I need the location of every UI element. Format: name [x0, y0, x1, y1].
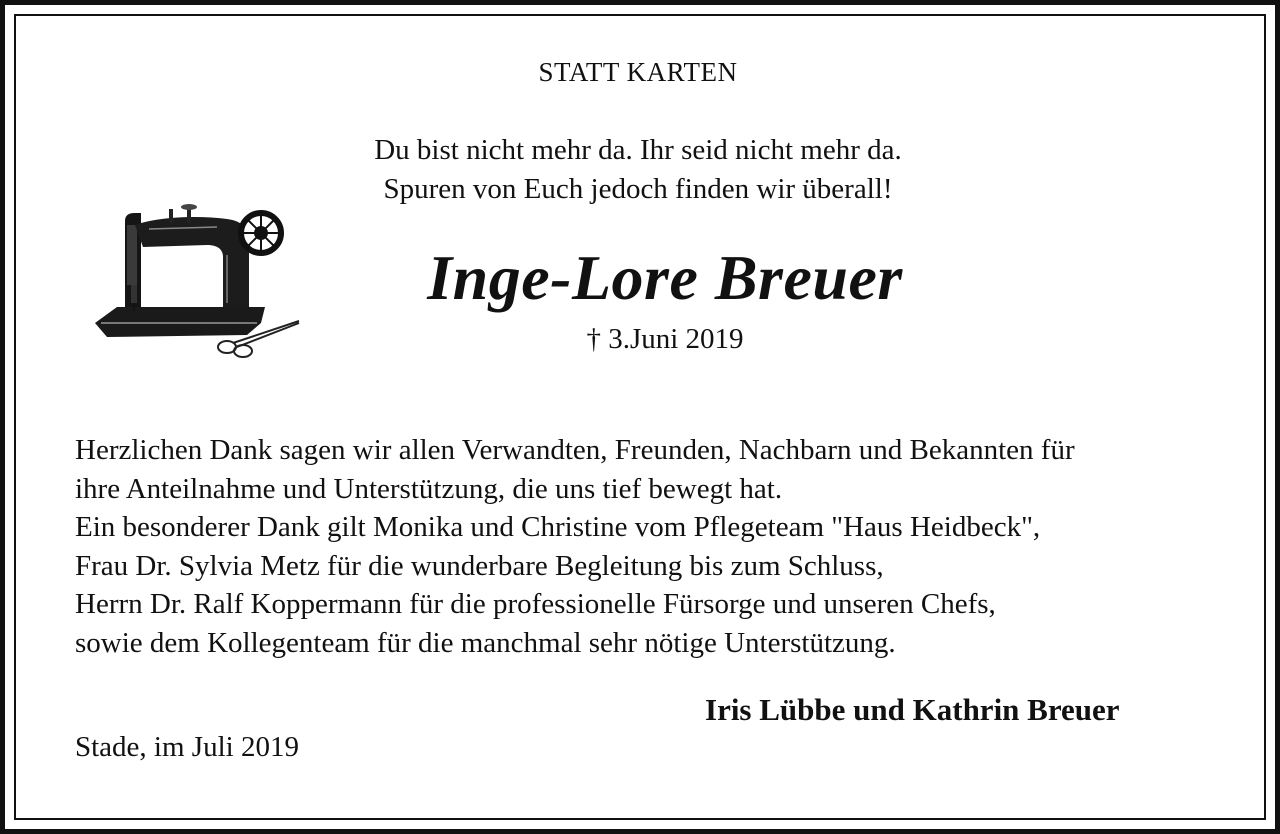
verse-line: Spuren von Euch jedoch finden wir überall!: [383, 173, 893, 205]
deceased-name: Inge-Lore Breuer: [427, 242, 903, 313]
body-line: Ein besonderer Dank gilt Monika und Christine vom Pflegeteam "Haus Heidbeck",: [75, 511, 1041, 543]
body-line: sowie dem Kollegenteam für die manchmal sehr nötige Unterstützung.: [75, 626, 896, 659]
notice-heading: STATT KARTEN: [538, 57, 738, 87]
death-date: † 3.Juni 2019: [586, 323, 744, 355]
body-line: Herrn Dr. Ralf Koppermann für die professionelle Fürsorge und unseren Chefs,: [75, 588, 996, 620]
body-line: ihre Anteilnahme und Unterstützung, die uns tief bewegt hat.: [75, 472, 783, 505]
thank-you-text: [75, 431, 1225, 662]
place-date: Stade, im Juli 2019: [75, 731, 299, 763]
body-line: Herzlichen Dank sagen wir allen Verwandten, Freunden, Nachbarn und Bekannten für: [75, 434, 1075, 466]
sewing-machine-icon: [95, 204, 281, 337]
signature: Iris Lübbe und Kathrin Breuer: [705, 692, 1120, 727]
verse: [275, 131, 1001, 209]
body-line: Frau Dr. Sylvia Metz für die wunderbare Begleitung bis zum Schluss,: [75, 549, 884, 582]
verse-line: Du bist nicht mehr da. Ihr seid nicht mehr da.: [374, 134, 902, 166]
sewing-machine-illustration: [87, 195, 307, 365]
